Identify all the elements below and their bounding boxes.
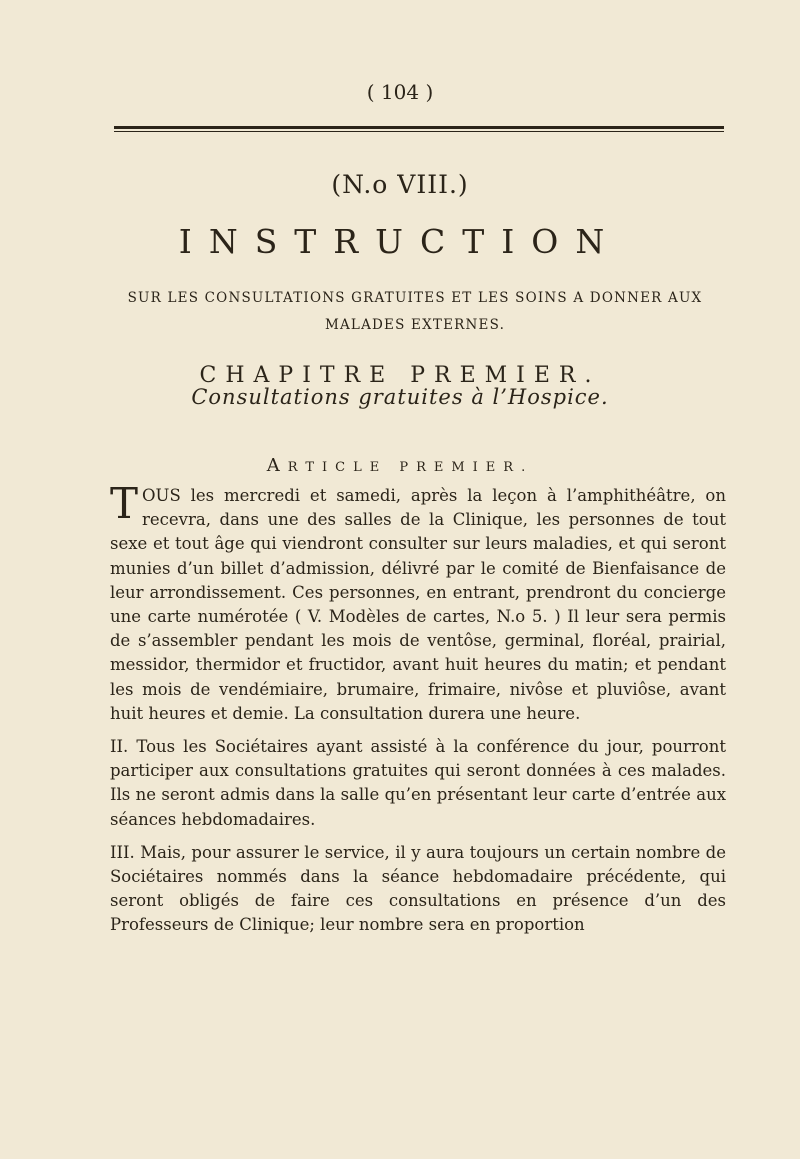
article-rest: RTICLE PREMIER.: [287, 460, 534, 475]
drop-cap: T: [110, 479, 139, 528]
document-number: (N.o VIII.): [331, 170, 469, 199]
rule-thick: [114, 126, 724, 129]
document-subtitle: SUR LES CONSULTATIONS GRATUITES ET LES SOINS A DONNER AUX MALADES EXTERNES.: [127, 290, 703, 333]
paragraph-1-text: OUS les mercredi et samedi, après la leçon à l’amphithéâtre, on recevra, dans une des salles de la Clinique, les personnes de tout sexe et tout âge qui viendront consulter sur leurs maladies, et qui seront munies d’un billet d’admission, délivré par le comité de Bienfaisance de leur arrondissement. Ces personnes, en entrant, prendront du concierge une carte numérotée ( V. Modèles de cartes, N.o 5. ) Il leur sera permis de s’assembler pendant les mois de ventôse, germinal, floréal, prairial, messidor, thermidor et fructidor, avant huit heures du matin; et pendant les mois de vendémiaire, brumaire, frimaire, nivôse et pluviôse, avant huit heures et demie. La consultation durera une heure.: [110, 486, 726, 723]
article-initial: A: [266, 455, 288, 476]
paragraph-3: III. Mais, pour assurer le service, il y aura toujours un certain nombre de Sociétaires nommés dans la séance hebdomadaire précédente, qui seront obligés de faire ces consultations en présence d’un des Professeurs de Clinique; leur nombre sera en proportion: [110, 842, 726, 935]
chapter-heading: CHAPITRE PREMIER.: [199, 363, 601, 388]
paragraph-2: II. Tous les Sociétaires ayant assisté à la conférence du jour, pourront participer aux consultations gratuites qui seront données à ces malades. Ils ne seront admis dans la salle qu’en présentant leur carte d’entrée aux séances hebdomadaires.: [110, 737, 726, 829]
header-rule: [114, 126, 724, 132]
page-number: ( 104 ): [366, 80, 434, 104]
article-heading: [0, 455, 800, 476]
body-text: [110, 479, 726, 938]
rule-thin: [114, 131, 724, 132]
paragraph-1: [110, 479, 726, 726]
document-title: INSTRUCTION: [178, 222, 622, 261]
section-title: Consultations gratuites à l’Hospice.: [191, 385, 609, 409]
